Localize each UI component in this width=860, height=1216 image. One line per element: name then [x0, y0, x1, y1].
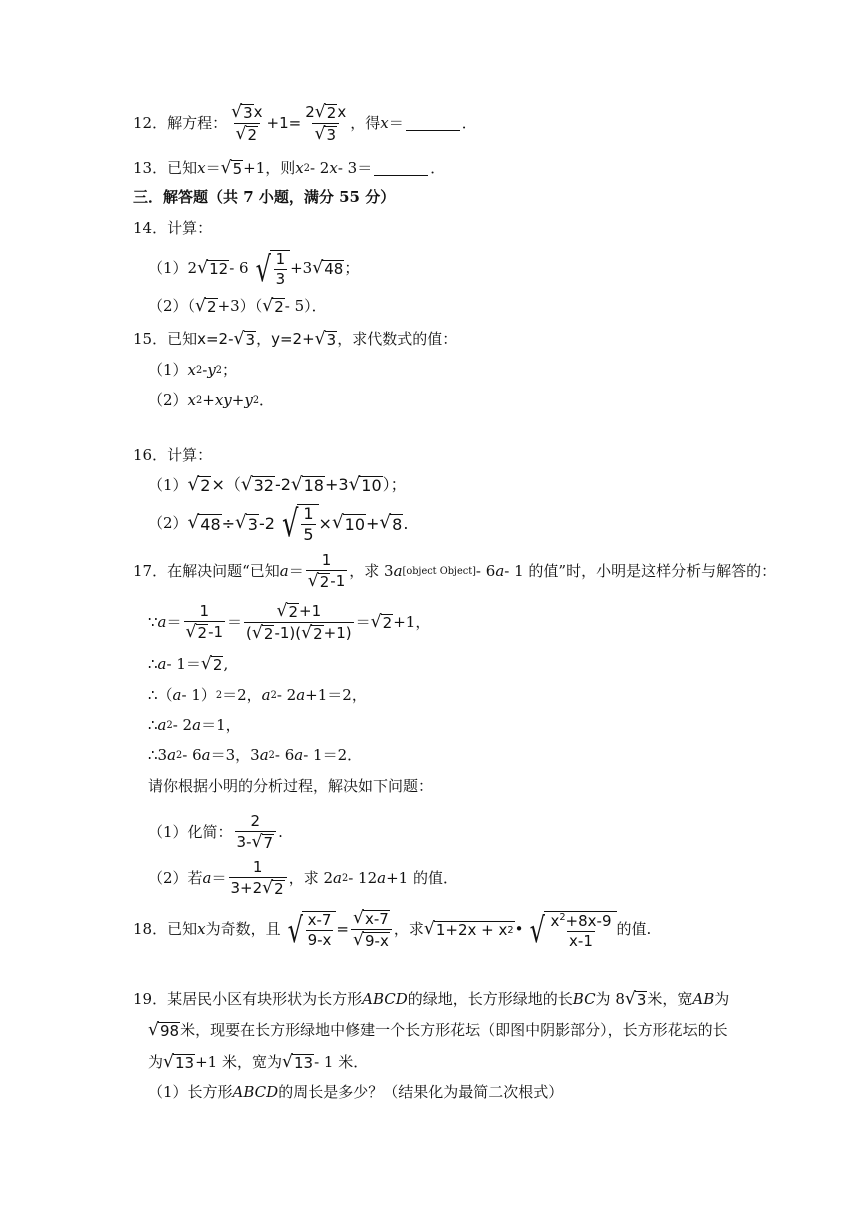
question-12: 12． 解方程： √ 3 x √ 2 +1= 2 √ 2 x √ 3 ，得 x ＝ ．: [133, 102, 477, 145]
solution-line-1: ∵ a ＝ 1 √ 2 -1 ＝ √ 2 +1 ( √ 2 -1)( √ 2 +1) ＝ √ 2 +1，: [148, 601, 431, 644]
question-number: 13．: [133, 159, 168, 178]
question-15: 15． 已知 x=2- √ 3 ， y=2+ √ 3 ，求代数式的值：: [133, 329, 458, 350]
question-17-part-2: （2）若 a ＝ 1 3+2 √ 2 ，求 2 a 2 - 12 a +1 的值．: [148, 858, 458, 899]
answer-blank: [374, 161, 428, 176]
answer-blank: [406, 116, 460, 131]
question-text: 解方程：: [167, 114, 228, 133]
fraction: √ 3 x √ 2: [231, 102, 263, 145]
solution-line-5: ∴3 a 2 - 6 a ＝3，3 a 2 - 6 a - 1＝2．: [148, 746, 363, 764]
question-17: 17． 在解决问题“已知 a ＝ 1 √ 2 -1 ，求 3 a [object Object] - 6 a - 1 的值”时，小明是这样分析与解答的：: [133, 551, 777, 592]
section-heading: 三．解答题（共 7 小题，满分 55 分）: [133, 188, 396, 206]
question-16: 16． 计算：: [133, 446, 213, 464]
solution-line-6: 请你根据小明的分析过程，解决如下问题：: [148, 777, 434, 795]
solution-line-4: ∴ a 2 - 2 a ＝1，: [148, 716, 241, 734]
question-18: 18． 已知 x 为奇数，且 √ $\frac{x-7}{9-x}$ = √ x-7 √ 9-x ，求 √ 1+2x + x 2 • √ $\frac{x^2+8x-9}{x-1}$ 的值.: [133, 908, 652, 952]
question-15-part-1: （1） x 2 - y 2 ；: [148, 361, 238, 379]
question-19-part-1: （1）长方形 ABCD 的周长是多少？（结果化为最简二次根式）: [148, 1083, 564, 1101]
question-14-part-1: （1）2 √ 12 - 6 √ $\frac{1}{3}$ +3 √ 48 ；: [148, 249, 360, 290]
question-16-part-1: （1） √ 2 ×（ √ 32 -2 √ 18 +3 √ 10 ）；: [148, 474, 407, 496]
solution-line-3: ∴（ a - 1） 2 ＝2， a 2 - 2 a +1＝2，: [148, 686, 367, 704]
question-15-part-2: （2） x 2 + xy + y 2 ．: [148, 391, 275, 409]
question-13: 13． 已知 x ＝ √ 5 +1，则 x 2 - 2 x - 3＝ ．: [133, 158, 446, 179]
question-number: 12．: [133, 114, 168, 133]
question-14-part-2: （2）（ √ 2 +3）（ √ 2 - 5）．: [148, 296, 327, 317]
question-16-part-2: （2） √ 48 ÷ √ 3 -2 √ $\frac{1}{5}$ × √ 10 + √ 8 .: [148, 502, 409, 546]
question-19-line-2: √ 98 米，现要在长方形绿地中修建一个长方形花坛（即图中阴影部分），长方形花坛的长: [148, 1020, 728, 1041]
fraction: 2 √ 2 x √ 3: [305, 102, 347, 145]
question-17-part-1: （1）化简： 2 3- √ 7 .: [148, 812, 283, 853]
question-14: 14． 计算：: [133, 219, 213, 237]
question-19-line-1: 19． 某居民小区有块形状为长方形 ABCD 的绿地，长方形绿地的长 BC 为 8 √ 3 米，宽 AB 为: [133, 989, 730, 1010]
solution-line-2: ∴ a - 1＝ √ 2 ,: [148, 654, 229, 675]
question-19-line-3: 为 √ 13 +1 米，宽为 √ 13 - 1 米．: [148, 1052, 369, 1073]
